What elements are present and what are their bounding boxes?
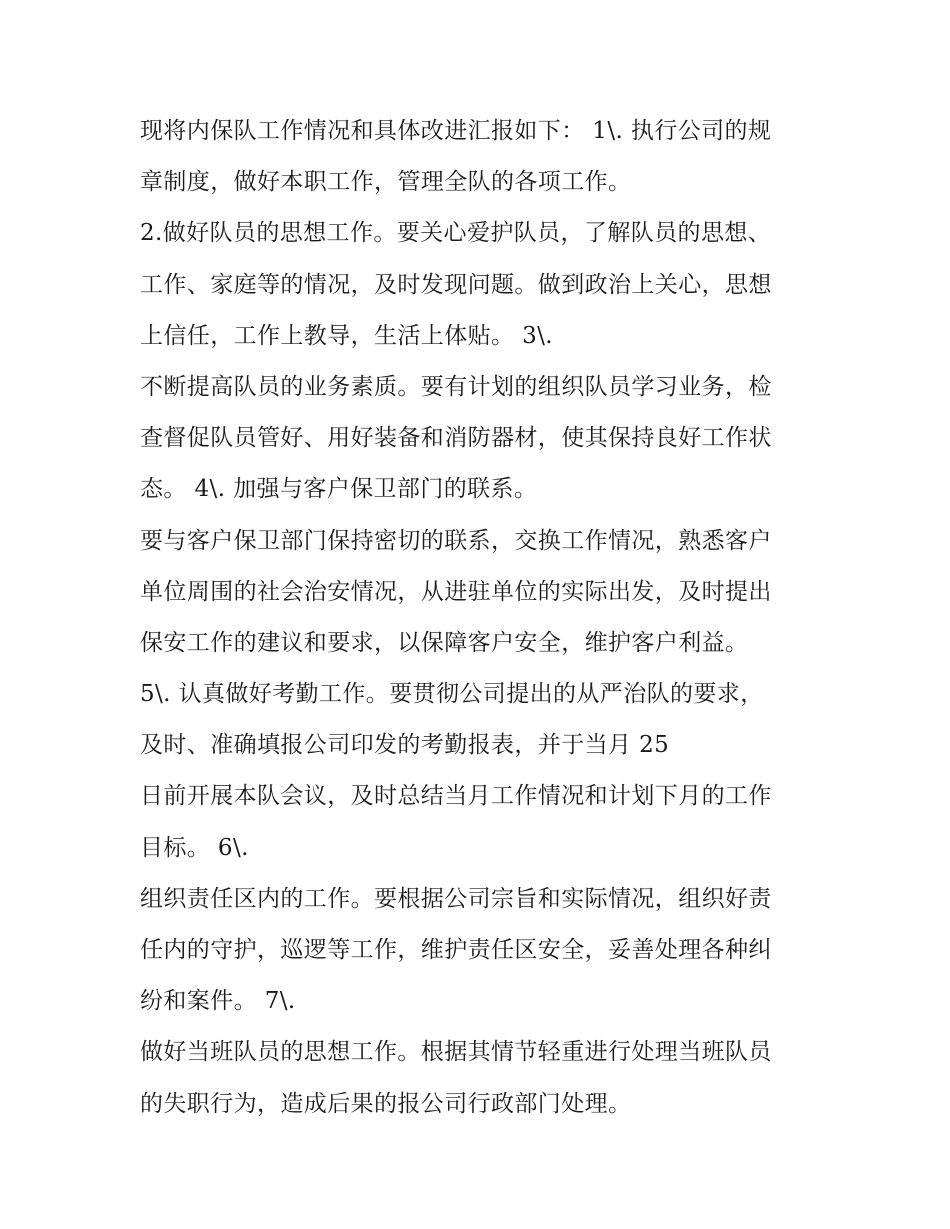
text-line: 及时、准确填报公司印发的考勤报表，并于当月 25 xyxy=(140,732,670,759)
text-line: 目标。 6\. xyxy=(140,834,249,861)
text-line: 不断提高队员的业务素质。要有计划的组织队员学习业务，检 xyxy=(140,373,772,400)
text-line: 保安工作的建议和要求，以保障客户安全，维护客户利益。 xyxy=(140,629,749,656)
text-line: 章制度，做好本职工作，管理全队的各项工作。 xyxy=(140,169,632,196)
text-line: 5\. 认真做好考勤工作。要贯彻公司提出的从严治队的要求， xyxy=(140,681,764,708)
text-line: 的失职行为，造成后果的报公司行政部门处理。 xyxy=(140,1090,632,1117)
text-line: 纷和案件。 7\. xyxy=(140,988,296,1015)
text-line: 2.做好队员的思想工作。要关心爱护队员，了解队员的思想、 xyxy=(140,220,772,247)
text-line: 态。 4\. 加强与客户保卫部门的联系。 xyxy=(140,476,538,503)
text-line: 单位周围的社会治安情况，从进驻单位的实际出发，及时提出 xyxy=(140,578,772,605)
text-line: 组织责任区内的工作。要根据公司宗旨和实际情况，组织好责 xyxy=(140,885,772,912)
text-line: 工作、家庭等的情况，及时发现问题。做到政治上关心，思想 xyxy=(140,271,772,298)
text-line: 任内的守护，巡逻等工作，维护责任区安全，妥善处理各种纠 xyxy=(140,937,772,963)
text-line: 日前开展本队会议，及时总结当月工作情况和计划下月的工作 xyxy=(140,783,772,810)
text-line: 现将内保队工作情况和具体改进汇报如下： 1\. 执行公司的规 xyxy=(140,118,772,144)
document-body xyxy=(140,112,820,1136)
text-line: 要与客户保卫部门保持密切的联系，交换工作情况，熟悉客户 xyxy=(140,527,772,554)
text-line: 做好当班队员的思想工作。根据其情节轻重进行处理当班队员 xyxy=(140,1039,772,1066)
text-line: 查督促队员管好、用好装备和消防器材，使其保持良好工作状 xyxy=(140,425,772,452)
text-line: 上信任，工作上教导，生活上体贴。 3\. xyxy=(140,322,554,349)
